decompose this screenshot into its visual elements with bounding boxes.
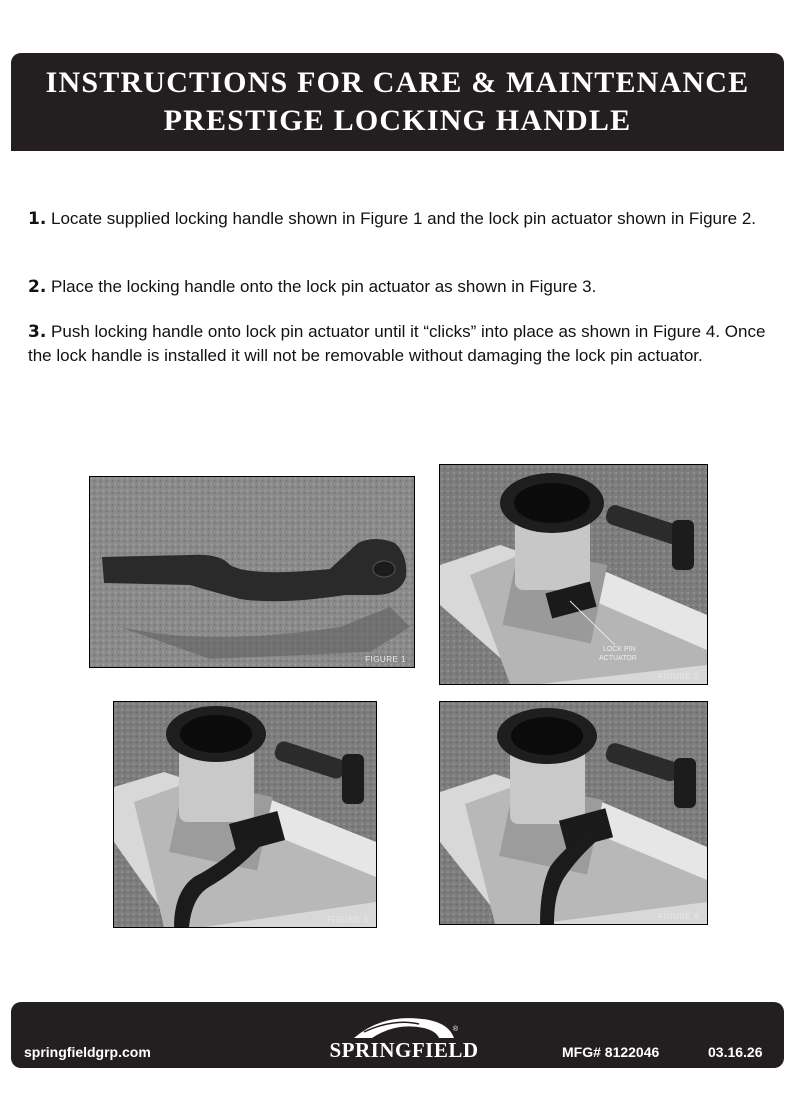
figure-2-callout-line-2: ACTUATOR	[599, 655, 637, 662]
document-header	[11, 53, 784, 151]
step-number: 2.	[28, 277, 47, 297]
figure-3-photo	[113, 701, 377, 928]
step-text: Place the locking handle onto the lock pin actuator as shown in Figure 3.	[46, 277, 597, 296]
document-footer	[11, 1002, 784, 1068]
registered-mark: ®	[452, 1026, 458, 1033]
header-title-line-1: INSTRUCTIONS FOR CARE & MAINTENANCE	[45, 66, 750, 99]
figure-1-photo	[89, 476, 415, 668]
step-text: Locate supplied locking handle shown in Figure 1 and the lock pin actuator shown in Figure 2.	[46, 209, 757, 228]
document-date: 03.16.26	[708, 1044, 763, 1060]
instruction-step-1	[28, 207, 768, 231]
figure-2-callout-line-1: LOCK PIN	[603, 646, 636, 653]
figure-2-photo	[439, 464, 708, 685]
figure-2-illustration	[440, 465, 707, 684]
figure-1-illustration	[90, 477, 414, 667]
instruction-step-3	[28, 320, 768, 367]
springfield-logo	[324, 1008, 484, 1064]
figure-1-label: FIGURE 1	[365, 655, 406, 664]
header-title-line-2: PRESTIGE LOCKING HANDLE	[163, 104, 632, 137]
figure-3-illustration	[114, 702, 376, 927]
figure-2-label: FIGURE 2	[658, 672, 699, 681]
step-number: 1.	[28, 209, 47, 229]
step-text: Push locking handle onto lock pin actuator until it “clicks” into place as shown in Figure 4. Once the lock handle is installed it will not be removable without damaging the lock pin actuator.	[28, 322, 766, 365]
figure-4-label: FIGURE 4	[658, 912, 699, 921]
mfg-number: MFG# 8122046	[562, 1044, 660, 1060]
instruction-step-2	[28, 275, 768, 299]
figure-4-illustration	[440, 702, 707, 924]
website-url: springfieldgrp.com	[24, 1044, 151, 1060]
figure-4-photo	[439, 701, 708, 925]
figure-3-label: FIGURE 3	[327, 915, 368, 924]
step-number: 3.	[28, 322, 47, 342]
brand-name: SPRINGFIELD	[329, 1038, 479, 1062]
